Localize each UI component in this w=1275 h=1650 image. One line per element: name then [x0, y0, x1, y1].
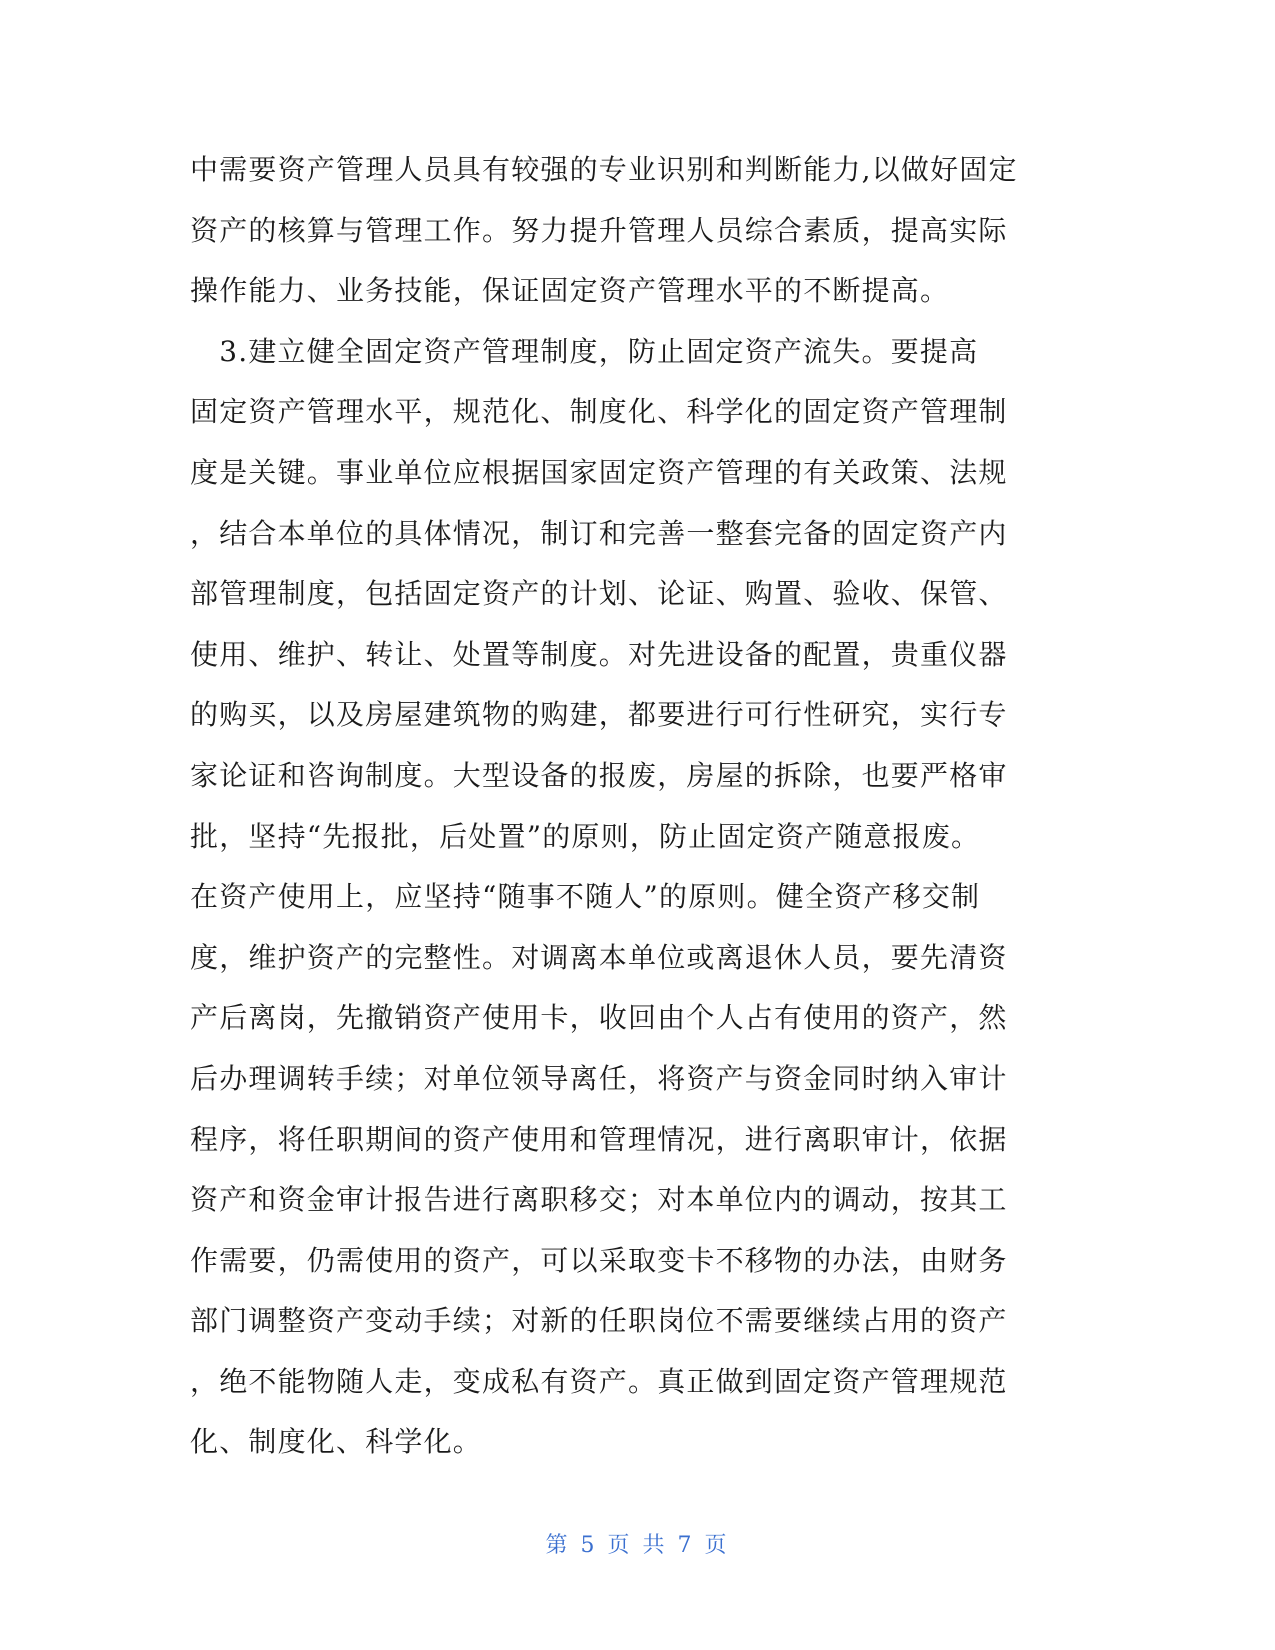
- text-line: 操作能力、业务技能，保证固定资产管理水平的不断提高。: [190, 274, 950, 308]
- text-line: 部管理制度，包括固定资产的计划、论证、购置、验收、保管、: [190, 577, 1008, 611]
- text-line: 3.建立健全固定资产管理制度，防止固定资产流失。要提高: [190, 334, 979, 368]
- text-line: 资产的核算与管理工作。努力提升管理人员综合素质，提高实际: [190, 213, 1008, 247]
- text-line: 度是关键。事业单位应根据国家固定资产管理的有关政策、法规: [190, 455, 1008, 489]
- text-line: 在资产使用上，应坚持“随事不随人”的原则。健全资产移交制: [190, 880, 981, 914]
- document-body: [190, 140, 1080, 1473]
- text-line: 使用、维护、转让、处置等制度。对先进设备的配置，贵重仪器: [190, 637, 1008, 671]
- text-line: 资产和资金审计报告进行离职移交；对本单位内的调动，按其工: [190, 1183, 1008, 1217]
- text-line: 的购买，以及房屋建筑物的购建，都要进行可行性研究，实行专: [190, 698, 1008, 732]
- text-line: 产后离岗，先撤销资产使用卡，收回由个人占有使用的资产，然: [190, 1001, 1008, 1035]
- text-line: ，绝不能物随人走，变成私有资产。真正做到固定资产管理规范: [190, 1364, 1008, 1398]
- text-line: 程序，将任职期间的资产使用和管理情况，进行离职审计，依据: [190, 1122, 1008, 1156]
- text-line: 度，维护资产的完整性。对调离本单位或离退休人员，要先清资: [190, 940, 1008, 974]
- page-number-footer: 第 5 页 共 7 页: [545, 1533, 730, 1558]
- text-line: 后办理调转手续；对单位领导离任，将资产与资金同时纳入审计: [190, 1061, 1008, 1095]
- text-line: 中需要资产管理人员具有较强的专业识别和判断能力,以做好固定: [190, 153, 1018, 186]
- text-line: 批，坚持“先报批，后处置”的原则，防止固定资产随意报废。: [190, 819, 981, 853]
- text-line: 部门调整资产变动手续；对新的任职岗位不需要继续占用的资产: [190, 1304, 1008, 1338]
- text-line: ，结合本单位的具体情况，制订和完善一整套完备的固定资产内: [190, 516, 1008, 550]
- text-line: 作需要，仍需使用的资产，可以采取变卡不移物的办法，由财务: [190, 1243, 1008, 1277]
- text-line: 固定资产管理水平，规范化、制度化、科学化的固定资产管理制: [190, 395, 1008, 429]
- text-line: 化、制度化、科学化。: [190, 1425, 483, 1459]
- text-line: 家论证和咨询制度。大型设备的报废，房屋的拆除，也要严格审: [190, 758, 1008, 792]
